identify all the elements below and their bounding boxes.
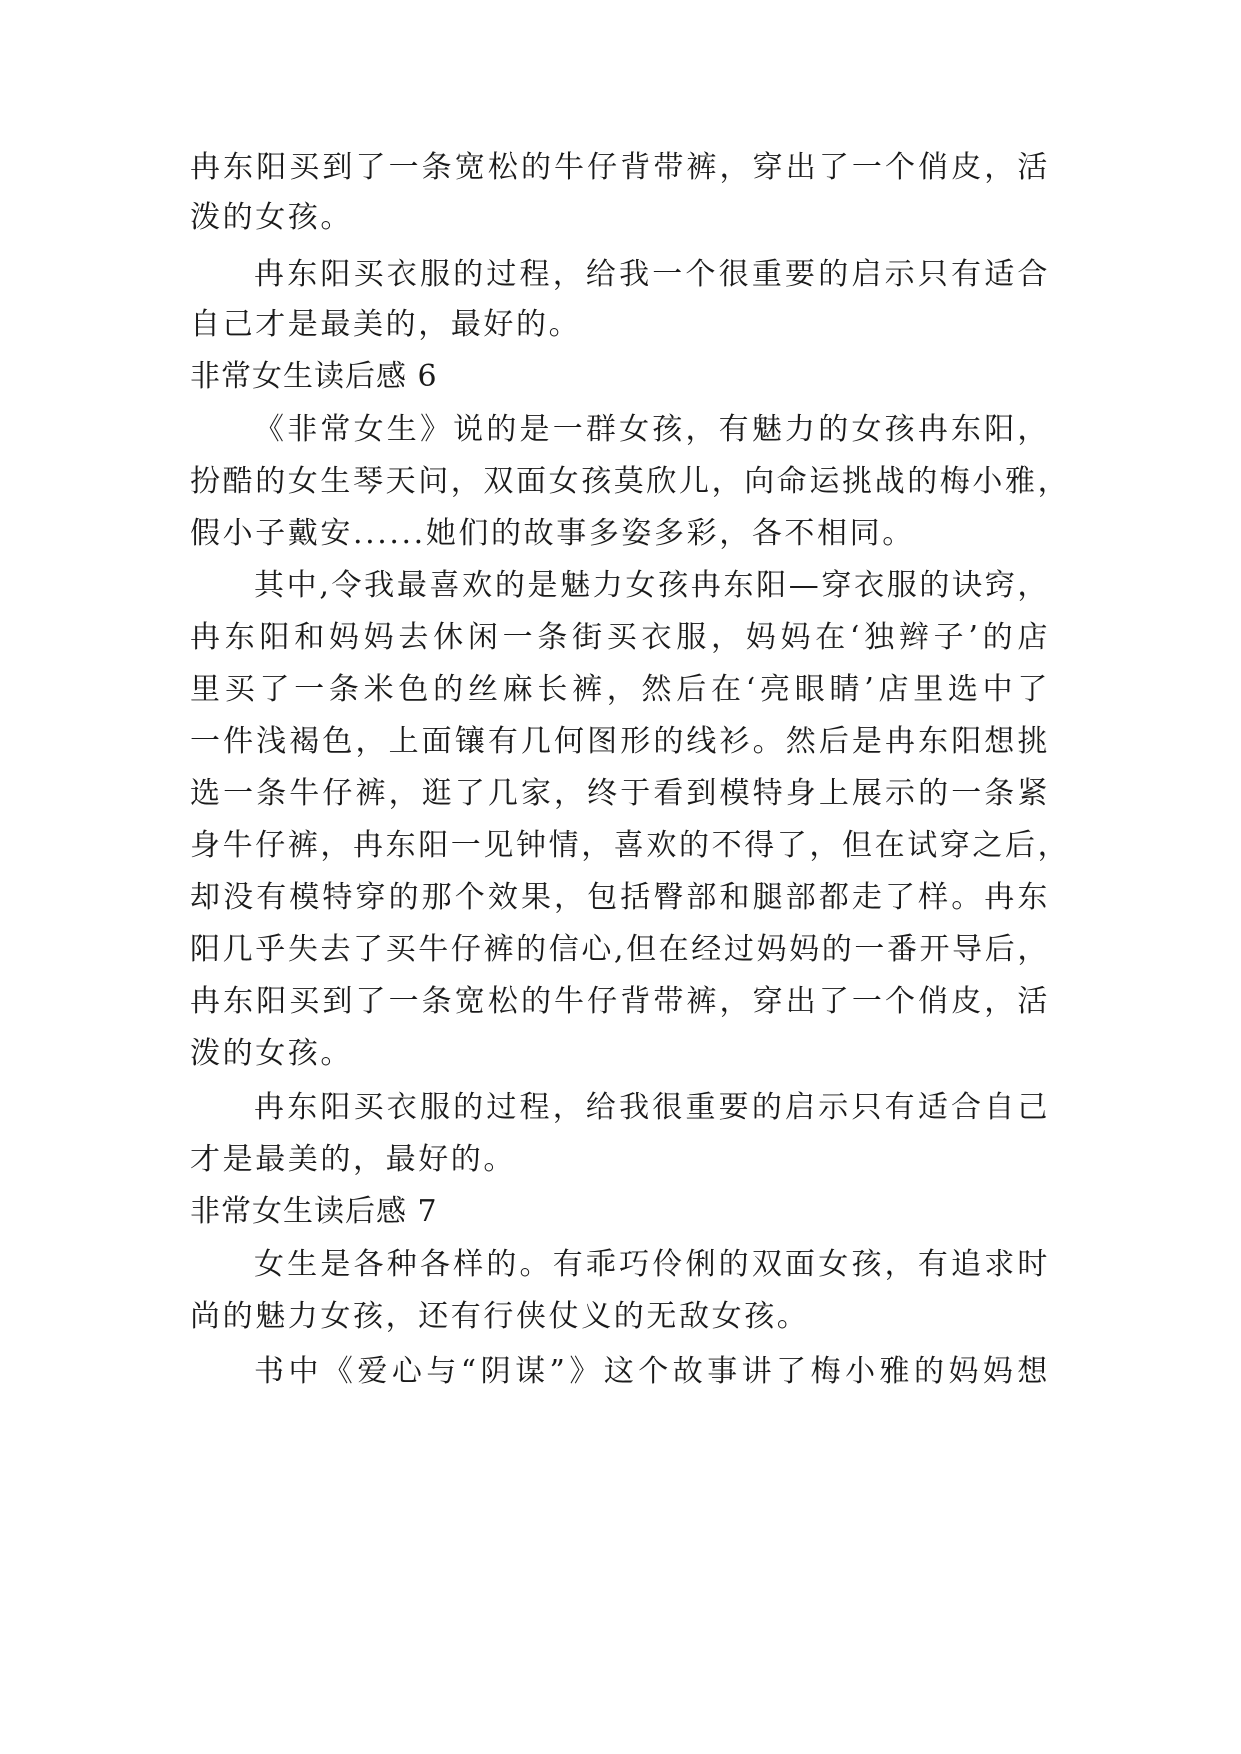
section-heading: 非常女生读后感 7 bbox=[190, 1194, 438, 1229]
text-line: 选一条牛仔裤，逛了几家，终于看到模特身上展示的一条紧 bbox=[190, 776, 1050, 811]
text-line: 自己才是最美的，最好的。 bbox=[190, 307, 582, 342]
text-line: 里买了一条米色的丝麻长裤，然后在‘亮眼睛’店里选中了 bbox=[190, 672, 1050, 707]
paragraph-start-line: 书中《爱心与“阴谋”》这个故事讲了梅小雅的妈妈想 bbox=[254, 1354, 1050, 1389]
text-line: 扮酷的女生琴天问，双面女孩莫欣儿，向命运挑战的梅小雅， bbox=[190, 464, 1071, 499]
text-line: 泼的女孩。 bbox=[190, 1036, 353, 1071]
text-line: 冉东阳买到了一条宽松的牛仔背带裤，穿出了一个俏皮，活 bbox=[190, 150, 1050, 185]
paragraph-start-line: 冉东阳买衣服的过程，给我很重要的启示只有适合自己 bbox=[254, 1090, 1050, 1125]
section-heading: 非常女生读后感 6 bbox=[190, 359, 438, 394]
text-line: 尚的魅力女孩，还有行侠仗义的无敌女孩。 bbox=[190, 1299, 810, 1334]
text-line: 才是最美的，最好的。 bbox=[190, 1142, 516, 1177]
text-line: 一件浅褐色，上面镶有几何图形的线衫。然后是冉东阳想挑 bbox=[190, 724, 1050, 759]
text-line: 身牛仔裤，冉东阳一见钟情，喜欢的不得了，但在试穿之后， bbox=[190, 828, 1071, 863]
paragraph-start-line: 女生是各种各样的。有乖巧伶俐的双面女孩，有追求时 bbox=[254, 1247, 1050, 1282]
text-line: 却没有模特穿的那个效果，包括臀部和腿部都走了样。冉东 bbox=[190, 880, 1050, 915]
text-line: 阳几乎失去了买牛仔裤的信心,但在经过妈妈的一番开导后， bbox=[190, 932, 1050, 967]
text-line: 泼的女孩。 bbox=[190, 200, 353, 235]
text-line: 假小子戴安......她们的故事多姿多彩，各不相同。 bbox=[190, 516, 915, 551]
paragraph-start-line: 冉东阳买衣服的过程，给我一个很重要的启示只有适合 bbox=[254, 257, 1050, 292]
paragraph-start-line: 其中,令我最喜欢的是魅力女孩冉东阳—穿衣服的诀窍， bbox=[254, 568, 1050, 603]
text-line: 冉东阳买到了一条宽松的牛仔背带裤，穿出了一个俏皮，活 bbox=[190, 984, 1050, 1019]
text-line: 冉东阳和妈妈去休闲一条街买衣服，妈妈在‘独辫子’的店 bbox=[190, 620, 1050, 655]
paragraph-start-line: 《非常女生》说的是一群女孩，有魅力的女孩冉东阳， bbox=[254, 412, 1050, 447]
